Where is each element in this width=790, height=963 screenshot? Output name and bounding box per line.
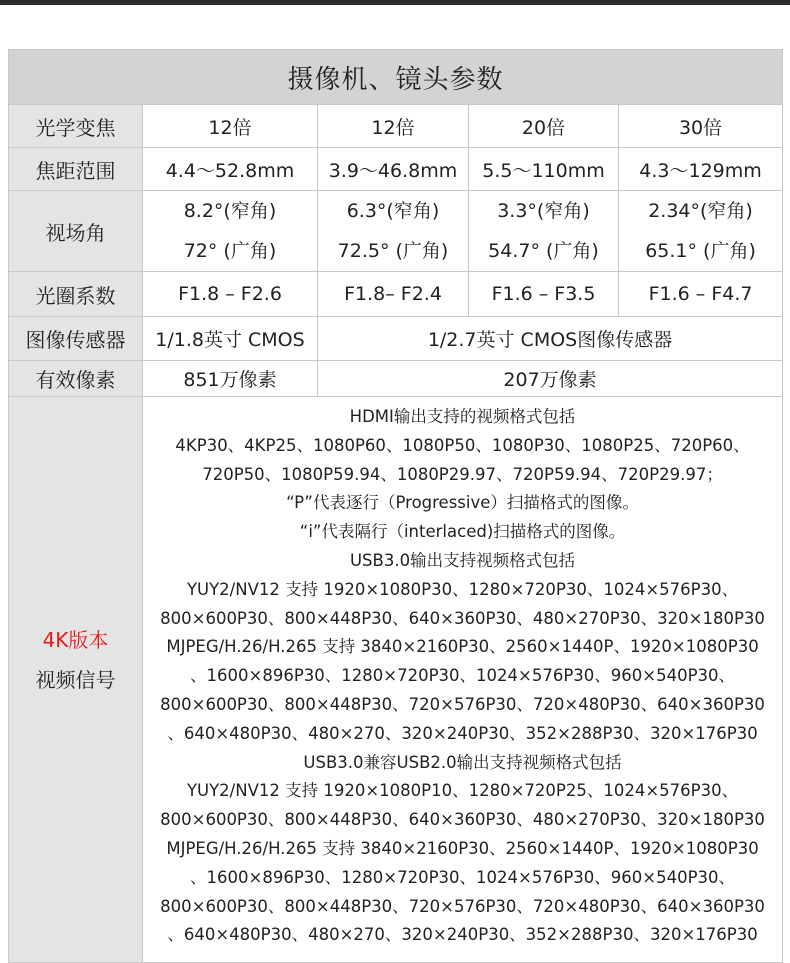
fov-wide: 65.1° (广角) bbox=[645, 240, 756, 262]
video-format-line: 800×600P30、800×448P30、640×360P30、480×270P30、320×180P30 bbox=[160, 608, 765, 628]
image-sensor-value: 1/1.8英寸 CMOS bbox=[143, 317, 318, 361]
image-sensor-value: 1/2.7英寸 CMOS图像传感器 bbox=[318, 317, 783, 361]
fov-narrow: 3.3°(窄角) bbox=[497, 200, 590, 222]
fov-wide: 54.7° (广角) bbox=[488, 240, 599, 262]
zoom-label: 光学变焦 bbox=[9, 105, 143, 148]
video-format-line: 800×600P30、800×448P30、720×576P30、720×480P30、640×360P30 bbox=[160, 896, 765, 916]
effective-pixels-row bbox=[9, 361, 783, 397]
field-of-view-value bbox=[318, 191, 469, 272]
zoom-value: 12倍 bbox=[318, 105, 469, 148]
zoom-row bbox=[9, 105, 783, 148]
field-of-view-label: 视场角 bbox=[9, 191, 143, 272]
aperture-value: F1.8 – F2.6 bbox=[143, 272, 318, 317]
effective-pixels-value: 851万像素 bbox=[143, 361, 318, 397]
aperture-value: F1.6 – F3.5 bbox=[469, 272, 619, 317]
fov-narrow: 6.3°(窄角) bbox=[346, 200, 440, 222]
fov-wide: 72.5° (广角) bbox=[337, 240, 449, 262]
video-format-line: 、1600×896P30、1280×720P30、1024×576P30、960×540P30、 bbox=[190, 867, 736, 887]
video-format-line: MJPEG/H.26/H.265 支持 3840×2160P30、2560×1440P、1920×1080P30 bbox=[166, 637, 759, 657]
video-format-line: “i”代表隔行（interlaced)扫描格式的图像。 bbox=[299, 522, 626, 542]
fov-wide: 72° (广角) bbox=[183, 240, 277, 262]
video-format-line: 720P50、1080P59.94、1080P29.97、720P59.94、720P29.97； bbox=[202, 464, 723, 484]
field-of-view-value bbox=[143, 191, 318, 272]
fov-narrow: 8.2°(窄角) bbox=[183, 200, 277, 222]
video-signal-row bbox=[9, 397, 783, 963]
video-format-line: 800×600P30、800×448P30、720×576P30、720×480P30、640×360P30 bbox=[160, 694, 765, 714]
focal-length-value: 4.4～52.8mm bbox=[143, 148, 318, 191]
effective-pixels-value: 207万像素 bbox=[318, 361, 783, 397]
focal-length-value: 4.3～129mm bbox=[619, 148, 783, 191]
aperture-label: 光圈系数 bbox=[9, 272, 143, 317]
video-format-line: USB3.0输出支持视频格式包括 bbox=[349, 550, 576, 570]
camera-lens-spec-table bbox=[8, 49, 783, 963]
video-format-line: MJPEG/H.26/H.265 支持 3840×2160P30、2560×1440P、1920×1080P30 bbox=[166, 838, 759, 858]
video-format-line: 、640×480P30、480×270、320×240P30、352×288P30、320×176P30 bbox=[167, 925, 758, 945]
video-format-line: 800×600P30、800×448P30、640×360P30、480×270P30、320×180P30 bbox=[160, 810, 765, 830]
effective-pixels-label: 有效像素 bbox=[9, 361, 143, 397]
aperture-value: F1.8– F2.4 bbox=[318, 272, 469, 317]
video-format-line: YUY2/NV12 支持 1920×1080P30、1280×720P30、1024×576P30、 bbox=[186, 579, 739, 599]
zoom-value: 30倍 bbox=[619, 105, 783, 148]
field-of-view-value bbox=[469, 191, 619, 272]
zoom-value: 20倍 bbox=[469, 105, 619, 148]
focal-length-value: 5.5～110mm bbox=[469, 148, 619, 191]
focal-length-row bbox=[9, 148, 783, 191]
fov-narrow: 2.34°(窄角) bbox=[648, 200, 753, 222]
video-format-line: HDMI输出支持的视频格式包括 bbox=[349, 407, 576, 426]
video-format-line: 4KP30、4KP25、1080P60、1080P50、1080P30、1080P25、720P60、 bbox=[175, 435, 750, 455]
aperture-value: F1.6 – F4.7 bbox=[619, 272, 783, 317]
video-signal-title: 视频信号 bbox=[35, 667, 116, 692]
video-format-line: 、1600×896P30、1280×720P30、1024×576P30、960×540P30、 bbox=[190, 666, 736, 686]
video-signal-label bbox=[9, 397, 143, 963]
video-format-line: 、640×480P30、480×270、320×240P30、352×288P30、320×176P30 bbox=[167, 723, 758, 743]
table-title-row bbox=[9, 50, 783, 105]
field-of-view-value bbox=[619, 191, 783, 272]
focal-length-value: 3.9～46.8mm bbox=[318, 148, 469, 191]
image-sensor-label: 图像传感器 bbox=[9, 317, 143, 361]
video-formats-value bbox=[143, 397, 783, 963]
image-sensor-row bbox=[9, 317, 783, 361]
zoom-value: 12倍 bbox=[143, 105, 318, 148]
focal-length-label: 焦距范围 bbox=[9, 148, 143, 191]
video-format-line: USB3.0兼容USB2.0输出支持视频格式包括 bbox=[303, 752, 622, 772]
table-title: 摄像机、镜头参数 bbox=[9, 50, 783, 105]
aperture-row bbox=[9, 272, 783, 317]
top-divider-bar bbox=[0, 0, 790, 5]
video-format-line: YUY2/NV12 支持 1920×1080P10、1280×720P25、1024×576P30、 bbox=[186, 781, 739, 801]
video-version-label: 4K版本 bbox=[42, 627, 109, 652]
video-format-line: “P”代表逐行（Progressive）扫描格式的图像。 bbox=[286, 493, 639, 513]
field-of-view-row bbox=[9, 191, 783, 272]
